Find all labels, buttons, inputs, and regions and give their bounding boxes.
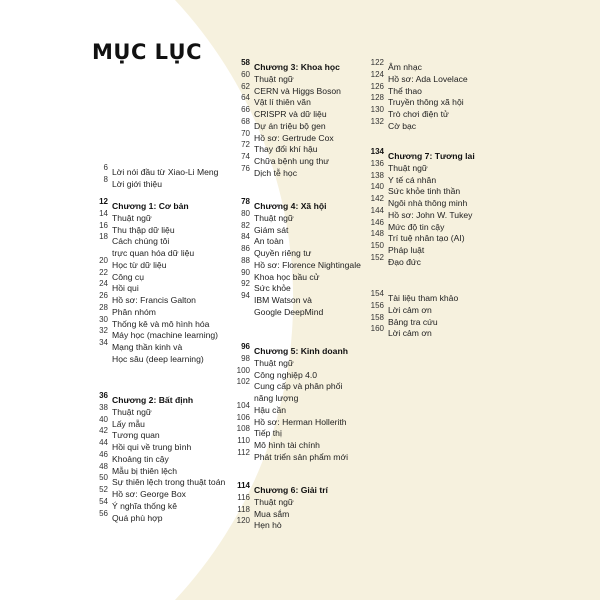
page-number: 132 [370, 116, 384, 126]
entry-title: Hồ sơ: Ada Lovelace [388, 73, 468, 84]
toc-entry [236, 515, 282, 531]
page-number: 114 [237, 481, 250, 490]
toc-entry [370, 81, 422, 96]
toc-entry [241, 278, 291, 294]
chapter-heading [241, 196, 327, 211]
page-title: MỤC LỤC [92, 40, 203, 64]
toc-entry [241, 208, 294, 223]
entry-title: năng lượng [254, 393, 299, 403]
entry-title: Chương 2: Bất định [112, 395, 194, 405]
entry-title: Hồ sơ: Herman Hollerith [254, 416, 347, 427]
page-number: 98 [241, 353, 250, 363]
entry-title: Mạng thần kinh và [112, 342, 183, 352]
page-number: 144 [370, 205, 384, 215]
page-number: 86 [241, 244, 250, 253]
page-number: 70 [241, 128, 250, 138]
entry-title: Mô hình tài chính [254, 440, 320, 450]
toc-entry [241, 290, 312, 305]
page-number: 96 [241, 342, 250, 351]
page-number: 56 [99, 508, 108, 518]
toc-entry [237, 435, 320, 450]
toc-entry [237, 492, 294, 507]
entry-title: Mức độ tin cậy [388, 221, 445, 232]
page-number: 108 [236, 424, 250, 434]
entry-title: Hồ sơ: John W. Tukey [388, 209, 473, 220]
entry-title: Bảng tra cứu [388, 316, 438, 327]
toc-entry [99, 231, 170, 247]
page-number: 16 [99, 220, 108, 230]
entry-title: Hồ sơ: Gertrude Cox [254, 132, 334, 143]
entry-title: Thuật ngữ [254, 357, 294, 368]
page-number: 80 [241, 208, 250, 218]
page-number: 136 [370, 158, 384, 168]
page-number: 36 [99, 391, 108, 400]
page-number: 116 [237, 492, 250, 502]
entry-title: Cách chúng tôi [112, 236, 170, 247]
page-number: 94 [241, 291, 250, 300]
page-number: 48 [99, 461, 108, 471]
page-number: 104 [236, 400, 250, 410]
entry-title: Truyền thông xã hội [388, 97, 464, 108]
toc-entry [112, 243, 195, 258]
toc-entry [370, 205, 473, 220]
page-number: 62 [241, 81, 250, 91]
page-number: 82 [241, 220, 250, 230]
toc-entry [99, 449, 169, 464]
entry-title: Ý nghĩa thống kê [112, 500, 177, 511]
toc-entry [370, 181, 461, 197]
entry-title: Thuật ngữ [388, 162, 428, 173]
toc-entry [370, 116, 417, 131]
toc-entry [99, 302, 156, 317]
page-number: 140 [370, 182, 384, 192]
toc-entry [241, 353, 294, 368]
entry-title: Học từ dữ liệu [112, 259, 167, 270]
toc-entry [370, 312, 438, 327]
toc-entry [99, 208, 152, 223]
toc-entry [99, 314, 210, 329]
entry-title: Hẹn hò [254, 520, 282, 531]
page-number: 58 [241, 58, 250, 67]
page-number: 106 [236, 412, 250, 422]
page-number: 134 [370, 147, 384, 156]
toc-entry [241, 128, 334, 143]
page-number: 32 [99, 326, 108, 336]
page-number: 18 [99, 232, 108, 242]
entry-title: Hồ sơ: Florence Nightingale [254, 259, 361, 270]
page-number: 130 [370, 105, 384, 114]
entry-title: Hậu cần [254, 404, 287, 415]
entry-title: Thể thao [388, 85, 422, 96]
page-number: 92 [241, 279, 250, 289]
chapter-heading [241, 57, 340, 72]
entry-title: Chương 3: Khoa học [254, 62, 340, 72]
toc-entry [370, 228, 465, 244]
toc-entry [99, 255, 167, 270]
entry-title: Chương 1: Cơ bản [112, 201, 189, 211]
entry-title: Lời giới thiệu [112, 178, 162, 189]
entry-title: Quyền riêng tư [254, 248, 312, 258]
entry-title: An toàn [254, 236, 284, 247]
toc-entry [241, 220, 289, 235]
toc-entry [241, 92, 311, 108]
page-number: 14 [99, 208, 108, 218]
page-number: 154 [370, 289, 384, 298]
page-number: 124 [370, 69, 384, 79]
page-number: 112 [237, 447, 250, 457]
entry-title: Chữa bệnh ung thư [254, 156, 330, 166]
page-number: 24 [99, 279, 108, 289]
entry-title: Máy học (machine learning) [112, 330, 219, 341]
toc-entry [99, 220, 175, 235]
entry-title: Hồi qui về trung bình [112, 442, 192, 452]
page-number: 28 [99, 302, 108, 312]
entry-title: Sức khỏe tinh thần [388, 186, 461, 197]
page-number: 122 [370, 58, 384, 67]
toc-entry [370, 288, 459, 303]
page-number: 38 [99, 402, 108, 412]
entry-title: Thu thập dữ liệu [112, 224, 175, 235]
entry-title: Thuật ngữ [254, 496, 294, 507]
page-number: 160 [370, 324, 384, 334]
page-number: 84 [241, 232, 250, 242]
toc-entry [236, 365, 318, 380]
toc-entry [103, 162, 219, 177]
toc-entry [99, 325, 219, 341]
toc-entry [236, 412, 347, 427]
entry-title: Quá phù hợp [112, 512, 163, 523]
toc-entry [99, 425, 160, 441]
entry-title: Trò chơi điện tử [388, 109, 449, 119]
page-number: 152 [370, 252, 384, 262]
toc-entry [99, 414, 145, 429]
entry-title: Sức khỏe [254, 283, 291, 294]
chapter-heading [370, 146, 475, 161]
entry-title: Đạo đức [388, 256, 421, 267]
entry-title: Chương 6: Giải trí [254, 485, 328, 495]
entry-title: Mua sắm [254, 508, 290, 519]
page-number: 66 [241, 105, 250, 114]
page-number: 118 [237, 504, 250, 514]
toc-entry [241, 231, 284, 247]
entry-title: Dự án triệu bộ gen [254, 120, 326, 131]
entry-title: Tiếp thị [254, 428, 282, 439]
toc-entry [112, 349, 204, 364]
chapter-heading [99, 196, 189, 211]
toc-entry [370, 104, 449, 119]
page-number: 12 [99, 197, 108, 206]
toc-entry [99, 402, 152, 417]
entry-title: IBM Watson và [254, 295, 312, 305]
entry-title: Thuật ngữ [112, 212, 152, 223]
entry-title: Vật lí thiên văn [254, 97, 311, 108]
page-number: 44 [99, 438, 108, 447]
entry-title: Lời cảm ơn [388, 304, 432, 315]
toc-entry [99, 437, 192, 452]
toc-entry [370, 92, 464, 108]
entry-title: Trí tuệ nhân tạo (AI) [388, 233, 465, 244]
entry-title: Phân nhóm [112, 306, 156, 317]
toc-entry [370, 300, 432, 315]
entry-title: Chương 7: Tương lai [388, 151, 475, 161]
page-number: 52 [99, 485, 108, 494]
page-number: 34 [99, 338, 108, 347]
toc-entry [370, 252, 421, 267]
entry-title: Sự thiên lệch trong thuật toán [112, 477, 226, 488]
toc-entry [370, 69, 468, 84]
page-number: 74 [241, 152, 250, 161]
entry-title: Hồ sơ: Francis Galton [112, 295, 196, 305]
toc-entry [99, 337, 183, 352]
entry-title: Lời cảm ơn [388, 328, 432, 339]
toc-entry [241, 69, 294, 84]
entry-title: Phát triển sản phẩm mới [254, 451, 349, 462]
entry-title: Công cụ [112, 271, 145, 282]
page-number: 42 [99, 426, 108, 436]
entry-title: Cờ bạc [388, 120, 417, 131]
entry-title: Âm nhạc [388, 62, 422, 72]
toc-entry [237, 447, 349, 462]
entry-title: Google DeepMind [254, 306, 324, 317]
toc-entry [99, 278, 139, 294]
page-number: 148 [370, 229, 384, 239]
entry-title: Y tế cá nhân [388, 174, 437, 185]
entry-title: CRISPR và dữ liệu [254, 109, 327, 119]
toc-entry [99, 267, 145, 282]
entry-title: Cung cấp và phân phối [254, 381, 343, 392]
page-number: 40 [99, 414, 108, 424]
page-number: 22 [99, 267, 108, 277]
toc-entry [99, 496, 177, 511]
entry-title: Học sâu (deep learning) [112, 353, 204, 364]
page-number: 100 [236, 365, 250, 375]
toc-entry [241, 255, 361, 270]
page-number: 126 [370, 81, 384, 91]
page-number: 20 [99, 255, 108, 265]
page-number: 120 [236, 516, 250, 526]
page-number: 68 [241, 116, 250, 126]
toc-entry [241, 243, 312, 258]
toc-entry [241, 81, 341, 96]
entry-title: trực quan hóa dữ liệu [112, 248, 195, 258]
toc-entry [99, 484, 186, 499]
toc-entry [370, 323, 432, 339]
page-number: 138 [370, 170, 384, 180]
toc-entry [241, 116, 326, 131]
toc-entry [370, 57, 422, 72]
entry-title: Hồ sơ: George Box [112, 489, 186, 499]
entry-title: Mẫu bị thiên lệch [112, 465, 177, 476]
entry-title: Thuật ngữ [254, 212, 294, 223]
page-number: 90 [241, 267, 250, 277]
toc-entry [370, 158, 428, 173]
toc-entry [370, 193, 468, 208]
entry-title: Tương quan [112, 430, 160, 441]
page-number: 156 [370, 300, 384, 310]
toc-entry [241, 139, 318, 155]
chapter-heading [237, 480, 328, 495]
entry-title: Chương 4: Xã hội [254, 201, 327, 211]
toc-entry [99, 472, 226, 488]
toc-entry [237, 504, 290, 519]
toc-entry [236, 376, 343, 392]
entry-title: Thuật ngữ [112, 406, 152, 417]
toc-entry [254, 388, 299, 403]
toc-entry [370, 217, 445, 232]
page-number: 150 [370, 241, 384, 250]
page-number: 78 [241, 197, 250, 206]
page-number: 60 [241, 69, 250, 79]
page-number: 26 [99, 291, 108, 300]
page-number: 54 [99, 496, 108, 506]
toc-entry [236, 423, 282, 439]
entry-title: Thay đổi khí hậu [254, 144, 318, 155]
chapter-heading [241, 341, 348, 356]
entry-title: Lời nói đầu từ Xiao-Li Meng [112, 167, 219, 177]
page-number: 6 [103, 163, 108, 172]
entry-title: Khoa học bầu cử [254, 271, 320, 282]
entry-title: Khoảng tin cậy [112, 453, 169, 464]
page-number: 64 [241, 93, 250, 103]
page-number: 102 [236, 377, 250, 387]
entry-title: Hồi qui [112, 283, 139, 294]
page-number: 128 [370, 93, 384, 103]
page-number: 146 [370, 217, 384, 227]
page-number: 46 [99, 449, 108, 459]
toc-entry [370, 170, 437, 185]
page-number: 110 [237, 436, 250, 445]
entry-title: Công nghiệp 4.0 [254, 369, 318, 380]
page-number: 142 [370, 194, 384, 203]
entry-title: Chương 5: Kinh doanh [254, 346, 348, 356]
toc-entry [241, 163, 297, 178]
toc-entry [241, 104, 327, 119]
toc-entry [99, 290, 196, 305]
page-number: 50 [99, 473, 108, 483]
page-number: 76 [241, 163, 250, 173]
toc-entry [241, 267, 320, 282]
entry-title: Tài liệu tham khảo [388, 293, 459, 303]
page-number: 8 [103, 174, 108, 184]
toc-entry [236, 400, 287, 415]
entry-title: Dịch tễ học [254, 167, 297, 178]
entry-title: Giám sát [254, 224, 289, 235]
toc-entry [99, 461, 177, 476]
entry-title: Lấy mẫu [112, 418, 145, 429]
toc-entry [370, 240, 425, 255]
page-number: 72 [241, 140, 250, 150]
toc-entry [254, 302, 324, 317]
entry-title: Ngôi nhà thông minh [388, 198, 468, 208]
toc-entry [99, 508, 163, 523]
entry-title: CERN và Higgs Boson [254, 85, 341, 96]
page-number: 158 [370, 312, 384, 322]
toc-entry [103, 174, 162, 189]
chapter-heading [99, 390, 194, 405]
entry-title: Thuật ngữ [254, 73, 294, 84]
page-number: 88 [241, 255, 250, 265]
entry-title: Thống kê và mô hình hóa [112, 318, 210, 329]
entry-title: Pháp luật [388, 245, 425, 255]
page-number: 30 [99, 314, 108, 324]
toc-entry [241, 151, 330, 166]
